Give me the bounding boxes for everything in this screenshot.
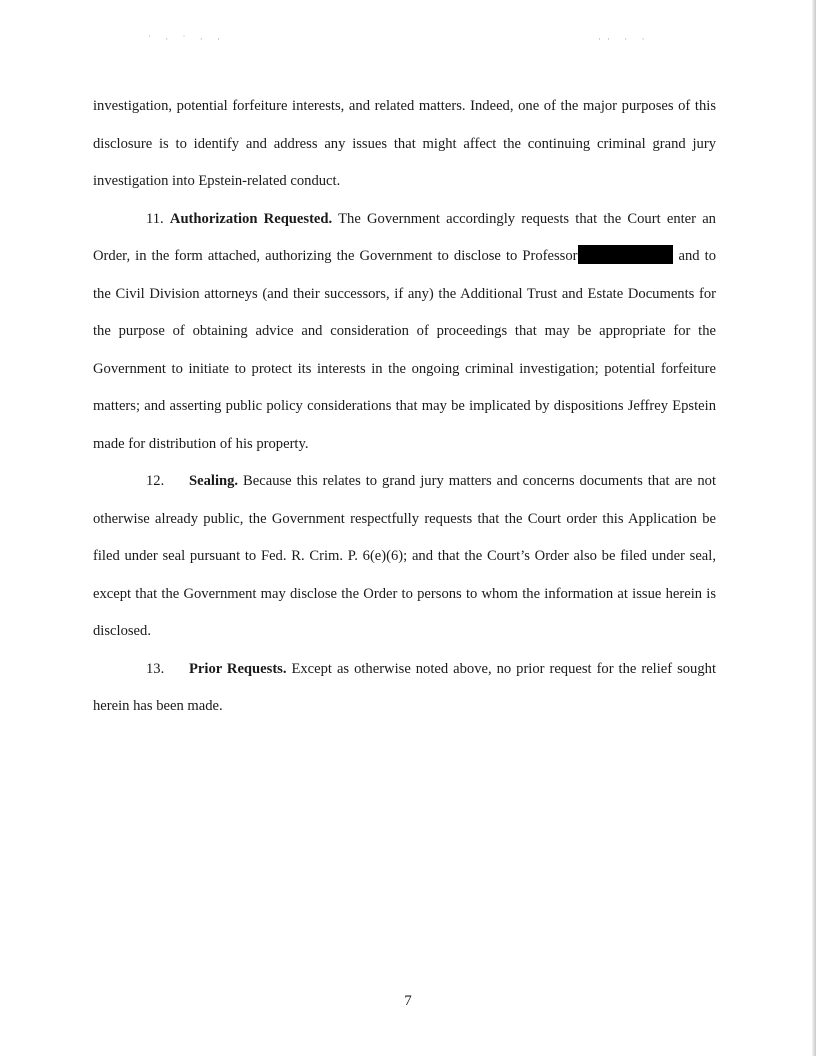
paragraph-text: Because this relates to grand jury matters and concerns documents that are not otherwise already public, the Government respectfully requests that the Court order this Application be filed under seal pursuant to Fed. R. Crim. P. 6(e)(6); and that the Court’s Order also be filed under seal, except that the Government may disclose the Order to persons to whom the information at issue herein is disclosed.: [93, 473, 716, 639]
paragraph-heading: Authorization Requested.: [169, 210, 333, 227]
paragraph-number: 13.: [146, 660, 165, 677]
paragraph-heading: Sealing.: [189, 473, 239, 489]
page-number: 7: [404, 993, 412, 1009]
scan-edge-shadow: [812, 0, 816, 1056]
paragraph-13: [93, 651, 716, 726]
paragraph-text: Except as otherwise noted above, no prior request for the relief sought herein has been made.: [93, 660, 716, 714]
paragraph-text: The Government accordingly requests that the Court enter an Order, in the form attached, authorizing the Government to disclose to Professor: [93, 210, 716, 264]
paragraph-heading: Prior Requests.: [189, 660, 287, 677]
paragraph-11: [93, 201, 716, 464]
scan-speck: ·· · ·: [598, 34, 651, 44]
intro-paragraph: investigation, potential forfeiture interests, and related matters. Indeed, one of the major purposes of this disclosure is to identify and address any issues that might affect the continuing criminal grand jury investigation into Epstein-related conduct.: [93, 98, 716, 189]
document-body: [93, 88, 716, 726]
redaction-block: [578, 245, 673, 264]
paragraph-12: [93, 463, 716, 651]
paragraph-number: 12.: [146, 473, 165, 489]
paragraph-text: and to the Civil Division attorneys (and their successors, if any) the Additional Trust and Estate Documents for the purpose of obtaining advice and consideration of proceedings that may be appropriate for the Government to initiate to protect its interests in the ongoing criminal investigation; potential forfeiture matters; and asserting public policy considerations that may be implicated by dispositions Jeffrey Epstein made for distribution of his property.: [93, 248, 716, 452]
scan-speck: ˙ · ˙ · ·: [148, 34, 226, 44]
paragraph-number: 11.: [146, 210, 164, 227]
